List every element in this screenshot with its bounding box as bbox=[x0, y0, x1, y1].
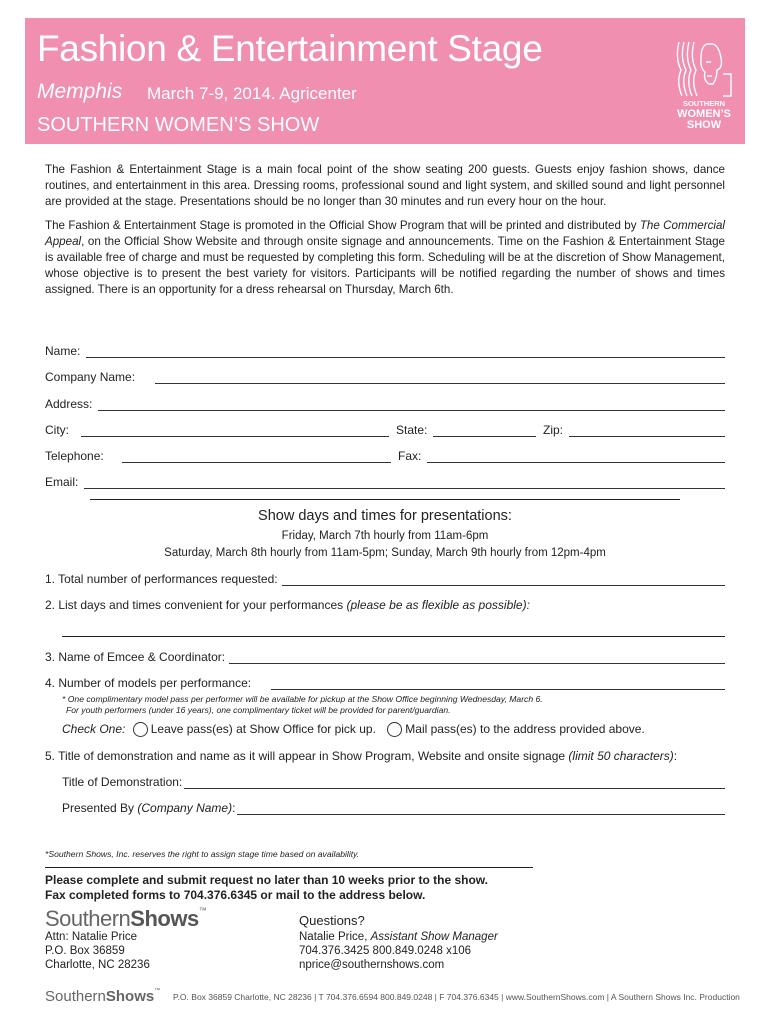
presented-by-field[interactable]: Presented By (Company Name): bbox=[62, 801, 725, 815]
address-field[interactable]: Address: bbox=[45, 397, 725, 411]
schedule-friday: Friday, March 7th hourly from 11am-6pm bbox=[281, 530, 489, 542]
leave-at-office-label: Leave pass(es) at Show Office for pick up. bbox=[150, 722, 376, 736]
intro-paragraph-2: The Fashion & Entertainment Stage is promoted in the Official Show Program that will be printed and distributed by The Commercial Appeal, on the Official Show Website and through onsite signage and announcements. Time on the Fashion & Entertainment Stage is available free of charge and must be requested by completing this form. Scheduling will be at the discretion of Show Management, whose objective is to present the best variety for visitors. Participants will be notified regarding the number of shows and times assigned. There is an opportunity for a dress rehearsal on Thursday, March 6th. bbox=[45, 219, 725, 296]
q3-emcee-coordinator[interactable]: 3. Name of Emcee & Coordinator: bbox=[45, 650, 725, 664]
city-field[interactable]: City: bbox=[45, 423, 389, 437]
intro-paragraph-1: The Fashion & Entertainment Stage is a main focal point of the show seating 200 guests. Guests enjoy fashion shows, dance routines, and entertainment in this area. Dressing rooms, professional sound and light system, and skilled sound and light personnel are provided at the stage. Presentations should be no longer than 30 minutes and run every hour on the hour. bbox=[45, 163, 725, 208]
show-name: SOUTHERN WOMEN’S SHOW bbox=[37, 114, 320, 136]
contact-phone: 704.376.3425 800.849.0248 x106 bbox=[299, 945, 472, 957]
disclaimer-divider bbox=[45, 867, 533, 868]
state-field[interactable]: State: bbox=[396, 423, 536, 437]
face-logo-icon bbox=[673, 38, 735, 100]
contact-info: Natalie Price, Assistant Show Manager 704.376.3425 800.849.0248 x106 nprice@southernshows.com bbox=[299, 931, 498, 971]
q1-total-performances[interactable]: 1. Total number of performances requested: bbox=[45, 572, 725, 586]
zip-field[interactable]: Zip: bbox=[543, 423, 725, 437]
mail-passes-label: Mail pass(es) to the address provided above. bbox=[405, 722, 645, 736]
availability-disclaimer: *Southern Shows, Inc. reserves the right to assign stage time based on availability. bbox=[45, 849, 360, 859]
footer-contact-line: P.O. Box 36859 Charlotte, NC 28236 | T 704.376.6594 800.849.0248 | F 704.376.6345 | www.SouthernShows.com | A Southern Shows Inc. Production bbox=[173, 992, 740, 1002]
fax-field[interactable]: Fax: bbox=[398, 449, 725, 463]
contact-email[interactable]: nprice@southernshows.com bbox=[299, 959, 445, 971]
name-field[interactable]: Name: bbox=[45, 344, 725, 358]
q2-days-times-label: 2. List days and times convenient for your performances (please be as flexible as possible): bbox=[45, 598, 530, 612]
southern-womens-show-logo bbox=[673, 38, 735, 142]
city-name: Memphis bbox=[37, 80, 123, 103]
logo-text-southern: SOUTHERN bbox=[682, 99, 726, 108]
q2-answer-line[interactable] bbox=[62, 636, 725, 637]
logo-text-show: SHOW bbox=[686, 118, 722, 131]
submission-instructions: Please complete and submit request no later than 10 weeks prior to the show. Fax completed forms to 704.376.6345 or mail to the address below. bbox=[45, 873, 489, 902]
mail-passes-radio[interactable] bbox=[387, 722, 402, 737]
logo-text-womens: WOMEN’S bbox=[677, 107, 731, 120]
page-title: Fashion & Entertainment Stage bbox=[37, 28, 543, 69]
header-banner bbox=[25, 18, 745, 144]
section-divider bbox=[90, 499, 680, 500]
demonstration-title-field[interactable]: Title of Demonstration: bbox=[62, 775, 725, 789]
schedule-saturday-sunday: Saturday, March 8th hourly from 11am-5pm; Sunday, March 9th hourly from 12pm-4pm bbox=[164, 547, 606, 559]
check-one-label: Check One: bbox=[62, 722, 126, 736]
event-dates: March 7-9, 2014. Agricenter bbox=[147, 84, 357, 103]
email-field[interactable]: Email: bbox=[45, 475, 725, 489]
telephone-field[interactable]: Telephone: bbox=[45, 449, 391, 463]
model-pass-note: * One complimentary model pass per performer will be available for pickup at the Show Office beginning Wednesday, March 6. bbox=[62, 694, 543, 704]
questions-heading: Questions? bbox=[299, 913, 365, 928]
southern-shows-logo: SouthernShows™ bbox=[45, 906, 207, 931]
q4-models-per-performance[interactable]: 4. Number of models per performance: bbox=[45, 676, 725, 690]
mailing-address: Attn: Natalie Price P.O. Box 36859 Charlotte, NC 28236 bbox=[45, 931, 150, 971]
youth-performer-note: For youth performers (under 16 years), one complimentary ticket will be provided for parent/guardian. bbox=[66, 705, 451, 715]
pass-delivery-options bbox=[62, 722, 645, 737]
footer-southern-shows-logo: SouthernShows™ bbox=[45, 988, 161, 1005]
schedule-heading: Show days and times for presentations: bbox=[258, 508, 512, 524]
q5-title-label: 5. Title of demonstration and name as it will appear in Show Program, Website and onsite signage (limit 50 characters): bbox=[45, 749, 678, 763]
leave-at-office-radio[interactable] bbox=[133, 722, 148, 737]
company-name-field[interactable]: Company Name: bbox=[45, 370, 725, 384]
